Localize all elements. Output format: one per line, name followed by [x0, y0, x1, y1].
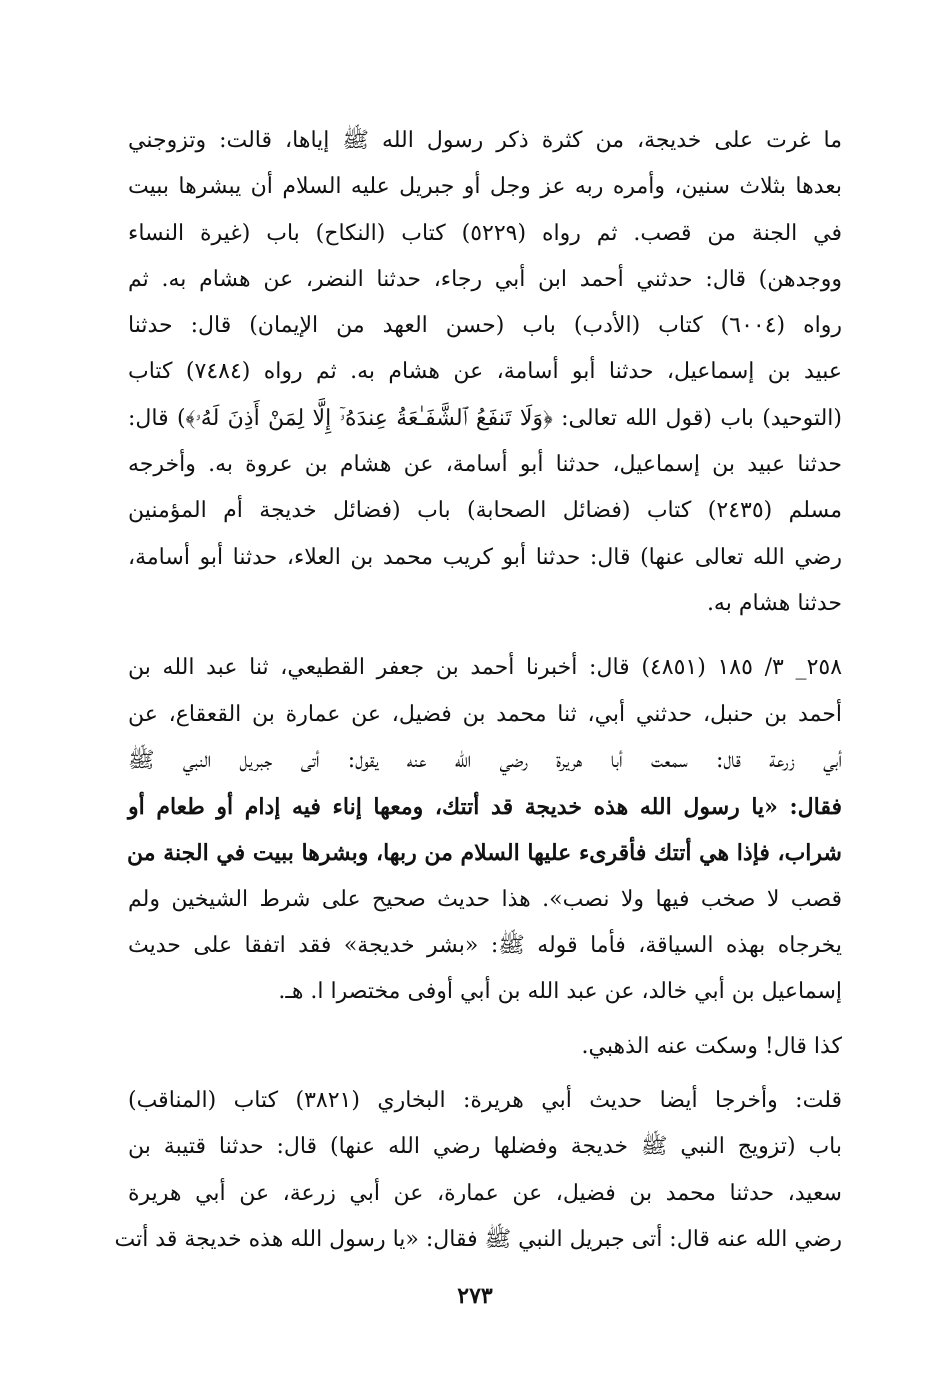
- text-line: ووجدهن) قال: حدثني أحمد ابن أبي رجاء، حدثنا النضر، عن هشام به. ثم: [128, 266, 842, 292]
- paragraph-4: [114, 1078, 842, 1263]
- text-line: يخرجاه بهذه السياقة، فأما قوله ﷺ: «بشر خديجة» فقد اتفقا على حديث: [128, 933, 842, 959]
- text-line: سعيد، حدثنا محمد بن فضيل، عن عمارة، عن أبي زرعة، عن أبي هريرة: [128, 1180, 842, 1206]
- text-line: فقال: «يا رسول الله هذه خديجة قد أتتك، ومعها إناء فيه إدام أو طعام أو: [128, 794, 842, 821]
- text-line: بعدها بثلاث سنين، وأمره ربه عز وجل أو جبريل عليه السلام أن يبشرها ببيت: [128, 174, 842, 200]
- text-line: عبيد بن إسماعيل، حدثنا أبو أسامة، عن هشام به. ثم رواه (٧٤٨٤) كتاب: [128, 359, 842, 385]
- paragraph-gap: [128, 1070, 842, 1078]
- text-line: مسلم (٢٤٣٥) كتاب (فضائل الصحابة) باب (فضائل خديجة أم المؤمنين: [128, 498, 842, 524]
- paragraph-1: [128, 118, 842, 627]
- text-line: أبي زرعة قال: سمعت أبا هريرة رضي الله عنه يقول: أتى جبريل النبي ﷺ: [128, 747, 842, 773]
- text-line: حدثنا هشام به.: [706, 590, 842, 616]
- text-line: رضي الله تعالى عنها) قال: حدثنا أبو كريب محمد بن العلاء، حدثنا أبو أسامة،: [128, 544, 842, 570]
- text-line: في الجنة من قصب. ثم رواه (٥٢٢٩) كتاب (النكاح) باب (غيرة النساء: [128, 220, 842, 246]
- text-line: قلت: وأخرجا أيضا حديث أبي هريرة: البخاري (٣٨٢١) كتاب (المناقب): [128, 1087, 842, 1113]
- text-line: رواه (٦٠٠٤) كتاب (الأدب) باب (حسن العهد من الإيمان) قال: حدثنا: [128, 313, 843, 339]
- paragraph-2: [128, 645, 842, 1015]
- text-line: قصب لا صخب فيها ولا نصب». هذا حديث صحيح على شرط الشيخين ولم: [128, 886, 842, 912]
- text-line: إسماعيل بن أبي خالد، عن عبد الله بن أبي أوفى مختصرا ا. هـ.: [278, 979, 842, 1005]
- text-line: ٢٥٨_ ٣/ ١٨٥ (٤٨٥١) قال: أخبرنا أحمد بن جعفر القطيعي، ثنا عبد الله بن: [128, 655, 843, 681]
- paragraph-gap: [128, 627, 842, 645]
- paragraph-3: [128, 1024, 842, 1070]
- text-line: حدثنا عبيد بن إسماعيل، حدثنا أبو أسامة، عن هشام بن عروة به. وأخرجه: [128, 452, 842, 478]
- text-line: شراب، فإذا هي أتتك فأقرىء عليها السلام من ربها، وبشرها ببيت في الجنة من: [127, 840, 842, 867]
- text-line: كذا قال! وسكت عنه الذهبي.: [581, 1033, 842, 1059]
- page-body: [114, 118, 843, 1263]
- text-line: ما غرت على خديجة، من كثرة ذكر رسول الله ﷺ إياها، قالت: وتزوجني: [128, 128, 842, 153]
- text-line: باب (تزويج النبي ﷺ خديجة وفضلها رضي الله عنها) قال: حدثنا قتيبة بن: [128, 1134, 842, 1160]
- text-line: رضي الله عنه قال: أتى جبريل النبي ﷺ فقال: «يا رسول الله هذه خديجة قد أتت: [114, 1226, 842, 1252]
- text-line: أحمد بن حنبل، حدثني أبي، ثنا محمد بن فضيل، عن عمارة بن القعقاع، عن: [128, 701, 842, 727]
- paragraph-gap: [128, 1016, 842, 1024]
- text-line: (التوحيد) باب (قول الله تعالى: ﴿وَلَا تَنفَعُ ٱلشَّفَـٰعَةُ عِندَهُۥٓ إِلَّا لِمَنْ أَذِنَ لَهُۥ﴾) قال:: [128, 405, 842, 431]
- page-number: ٢٧٣: [457, 1283, 493, 1309]
